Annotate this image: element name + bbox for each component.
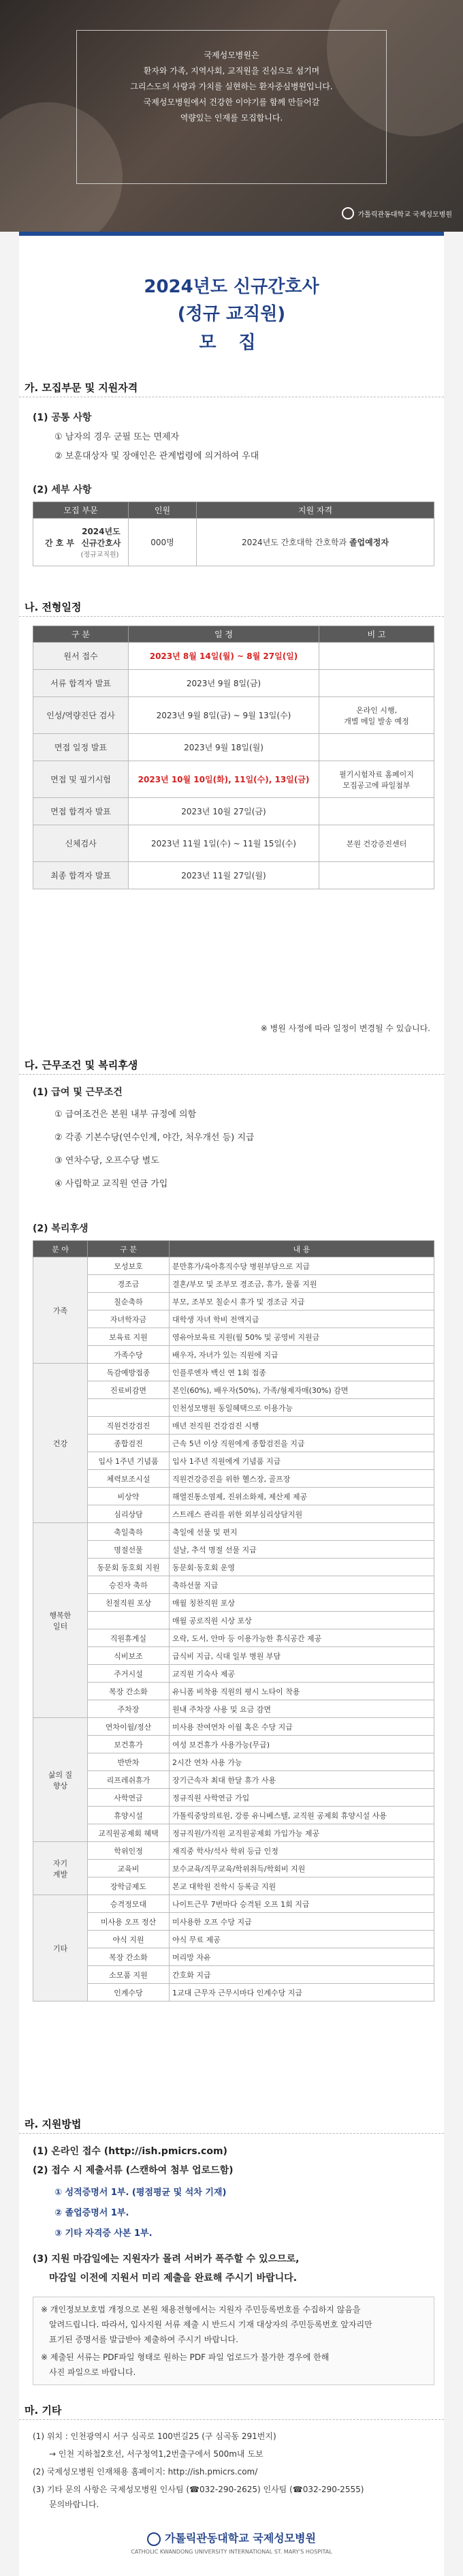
qual-b: 졸업예정자 [349, 538, 389, 547]
welfare-row [33, 1931, 434, 1948]
etc-item: → 인천 지하철2호선, 서구청역1,2번출구에서 500m내 도보 [49, 2449, 264, 2459]
welfare-kind: 반반차 [88, 1753, 170, 1771]
schedule-note: 온라인 시행, 개별 메일 발송 예정 [319, 697, 434, 734]
welfare-row [33, 1842, 434, 1860]
welfare-kind: 교직원공제회 혜택 [88, 1824, 170, 1842]
welfare-row [33, 1310, 434, 1328]
etc-item: (2) 국제성모병원 인재채용 홈페이지: http://ish.pmicrs.com/ [33, 2467, 258, 2477]
welfare-kind: 인계수당 [88, 1984, 170, 2002]
page-title-line1: 2024년도 신규간호사 [144, 277, 319, 297]
welfare-content: 장기근속자 최대 한달 휴가 사용 [170, 1771, 434, 1789]
col-dept: 모집 부문 [33, 502, 129, 519]
schedule-kind: 최종 합격자 발표 [33, 862, 129, 889]
col-date: 일 정 [129, 626, 319, 643]
welfare-content: 야식 무료 제공 [170, 1931, 434, 1948]
schedule-note [319, 862, 434, 889]
welfare-content: 직원건강증진을 위한 헬스장, 골프장 [170, 1470, 434, 1488]
welfare-row [33, 1505, 434, 1523]
welfare-kind: 주거시설 [88, 1665, 170, 1683]
welfare-row [33, 1824, 434, 1842]
pay-item: ① 급여조건은 본원 내부 규정에 의함 [54, 1109, 197, 1120]
footer-logo [19, 2530, 444, 2546]
schedule-note [319, 734, 434, 761]
welfare-content: 미사용 잔여연차 이월 혹은 수당 지급 [170, 1718, 434, 1736]
schedule-note: 필기시험자료 홈페이지 모집공고에 파일첨부 [319, 761, 434, 798]
apply-online: (1) 온라인 접수 (http://ish.pmicrs.com) [33, 2146, 227, 2157]
welfare-row [33, 1328, 434, 1346]
schedule-kind: 면접 합격자 발표 [33, 798, 129, 825]
welfare-content: 결혼/부모 및 조부모 경조금, 휴가, 물품 지원 [170, 1275, 434, 1293]
welfare-content: 정규직원/가직원 교직원공제회 가입가능 제공 [170, 1824, 434, 1842]
welfare-kind: 승격정모대 [88, 1895, 170, 1913]
welfare-row [33, 1523, 434, 1541]
schedule-note: 본원 건강증진센터 [319, 825, 434, 862]
welfare-row [33, 1399, 434, 1417]
footer-name: 가톨릭관동대학교 국제성모병원 [165, 2532, 316, 2545]
welfare-kind: 휴양시설 [88, 1807, 170, 1824]
welfare-kind [88, 1612, 170, 1629]
welfare-row [33, 1895, 434, 1913]
doc-item: ① 성적증명서 1부. (평점평균 및 석차 기재) [54, 2188, 227, 2198]
welfare-content: 급식비 지급, 식대 일부 병원 부담 [170, 1647, 434, 1665]
schedule-table [33, 626, 434, 889]
doc-item: ② 졸업증명서 1부. [54, 2208, 129, 2218]
title-bar [19, 232, 444, 236]
common-title: (1) 공통 사항 [33, 412, 92, 423]
welfare-row [33, 1275, 434, 1293]
welfare-row [33, 1683, 434, 1700]
apply-item: (2) 접수 시 제출서류 (스캔하여 첨부 업로드함) [33, 2165, 234, 2176]
welfare-row [33, 1736, 434, 1753]
welfare-kind: 심리상담 [88, 1505, 170, 1523]
welfare-row [33, 1559, 434, 1576]
document-sheet [0, 232, 463, 2576]
welfare-kind: 진료비감면 [88, 1381, 170, 1399]
field-name: 2024년도 신규간호사 [81, 527, 121, 548]
schedule-note [319, 798, 434, 825]
welfare-table [33, 1240, 434, 2002]
schedule-row [33, 761, 434, 798]
welfare-row [33, 1913, 434, 1931]
schedule-row [33, 643, 434, 670]
welfare-kind: 동문회 동호회 지원 [88, 1559, 170, 1576]
col-kind: 구 분 [33, 626, 129, 643]
welfare-kind: 교육비 [88, 1860, 170, 1877]
welfare-kind: 비상약 [88, 1488, 170, 1505]
welfare-content: 스트레스 관리를 위한 외부심리상담지원 [170, 1505, 434, 1523]
recruit-table [33, 502, 434, 566]
welfare-row [33, 1435, 434, 1452]
welfare-content: 여성 보건휴가 사용가능(무급) [170, 1736, 434, 1753]
schedule-footnote: ※ 병원 사정에 따라 일정이 변경될 수 있습니다. [260, 1024, 430, 1033]
welfare-row [33, 1470, 434, 1488]
welfare-content: 보수교육/직무교육/학위취득/학회비 지원 [170, 1860, 434, 1877]
hero-line: 국제성모병원에서 건강한 이야기를 함께 만들어갈 [143, 97, 320, 107]
schedule-row [33, 697, 434, 734]
welfare-content: 동문회·동호회 운영 [170, 1559, 434, 1576]
schedule-note [319, 670, 434, 697]
hero-line: 역량있는 인재를 모집합니다. [180, 113, 283, 123]
welfare-row [33, 1381, 434, 1399]
hero-line: 그리스도의 사랑과 가치를 실현하는 환자중심병원입니다. [130, 82, 333, 91]
welfare-area: 건강 [33, 1364, 88, 1523]
schedule-kind: 서류 합격자 발표 [33, 670, 129, 697]
privacy-note: ※ 개인정보보호법 개정으로 본원 채용전형에서는 지원자 주민등록번호를 수집하지 않음을 [41, 2305, 361, 2314]
schedule-note [319, 643, 434, 670]
privacy-note: 표기된 증명서를 발급받아 제출하여 주시기 바랍니다. [49, 2335, 238, 2344]
welfare-area: 행복한 일터 [33, 1523, 88, 1718]
welfare-kind: 경조금 [88, 1275, 170, 1293]
section-title-recruit: 가. 모집부문 및 지원자격 [25, 382, 138, 394]
welfare-row [33, 1948, 434, 1966]
privacy-note: ※ 제출된 서류는 PDF파일 형태로 원하는 PDF 파일 업로드가 불가한 경우에 한해 [41, 2352, 330, 2362]
section-title-schedule: 나. 전형일정 [25, 601, 82, 613]
welfare-content: 오락, 도서, 안마 등 이용가능한 휴식공간 제공 [170, 1629, 434, 1647]
schedule-date: 2023년 10월 27일(금) [129, 798, 319, 825]
col-content: 내 용 [170, 1241, 434, 1257]
welfare-kind: 친절직원 포상 [88, 1594, 170, 1612]
warn-line1: (3) 지원 마감일에는 지원자가 몰려 서버가 폭주할 수 있으므로, [33, 2254, 300, 2265]
col-kind: 구 분 [88, 1241, 170, 1257]
hero-banner [0, 0, 463, 232]
welfare-row [33, 1753, 434, 1771]
welfare-content: 배우자, 자녀가 있는 직원에 지급 [170, 1346, 434, 1364]
welfare-row [33, 1541, 434, 1559]
welfare-row [33, 1364, 434, 1381]
hero-line: 국제성모병원은 [204, 50, 259, 60]
welfare-content: 부모, 조부모 칠순시 휴가 및 경조금 지급 [170, 1293, 434, 1310]
schedule-row [33, 734, 434, 761]
schedule-date: 2023년 11월 27일(월) [129, 862, 319, 889]
welfare-content: 축하선물 지급 [170, 1576, 434, 1594]
welfare-content: 인플루엔자 백신 연 1회 접종 [170, 1364, 434, 1381]
schedule-date: 2023년 8월 14일(월) ~ 8월 27일(일) [129, 643, 319, 670]
welfare-kind: 소모품 지원 [88, 1966, 170, 1984]
welfare-content: 대학생 자녀 학비 전액지급 [170, 1310, 434, 1328]
welfare-kind: 축일축하 [88, 1523, 170, 1541]
welfare-content: 매월 공로직원 시상 포상 [170, 1612, 434, 1629]
welfare-content: 설날, 추석 명절 선물 지급 [170, 1541, 434, 1559]
schedule-row [33, 670, 434, 697]
section-title-benefits: 다. 근무조건 및 복리후생 [25, 1059, 138, 1071]
page-title-line3: 모 집 [199, 333, 264, 353]
count-cell: 000명 [129, 519, 197, 566]
welfare-title: (2) 복리후생 [33, 1223, 89, 1234]
welfare-row [33, 1629, 434, 1647]
schedule-date: 2023년 11월 1일(수) ~ 11월 15일(수) [129, 825, 319, 862]
welfare-area: 자기 계발 [33, 1842, 88, 1895]
welfare-row [33, 1257, 434, 1275]
welfare-content: 근속 5년 이상 직원에게 종합검진을 지급 [170, 1435, 434, 1452]
welfare-kind: 주차장 [88, 1700, 170, 1718]
schedule-row [33, 862, 434, 889]
welfare-kind: 칠순축하 [88, 1293, 170, 1310]
welfare-kind: 학위인정 [88, 1842, 170, 1860]
welfare-kind: 연차이월/정산 [88, 1718, 170, 1736]
hospital-logo-icon [342, 207, 354, 219]
schedule-row [33, 798, 434, 825]
welfare-content: 2시간 연차 사용 가능 [170, 1753, 434, 1771]
welfare-content: 재직중 학사/석사 학위 등급 인정 [170, 1842, 434, 1860]
hospital-logo-icon [147, 2532, 161, 2546]
pay-item: ④ 사립학교 교직원 연금 가입 [54, 1179, 168, 1189]
welfare-kind: 복장 간소화 [88, 1683, 170, 1700]
welfare-row [33, 1346, 434, 1364]
divider [19, 2133, 444, 2134]
welfare-area: 가족 [33, 1257, 88, 1364]
welfare-content: 머리망 자유 [170, 1948, 434, 1966]
welfare-content: 정규직원 사학연금 가입 [170, 1789, 434, 1807]
hero-logo [342, 207, 452, 219]
welfare-content: 본인(60%), 배우자(50%), 가족/형제자매(30%) 감면 [170, 1381, 434, 1399]
welfare-area: 기타 [33, 1895, 88, 2002]
section-title-apply: 라. 지원방법 [25, 2118, 82, 2130]
welfare-kind: 복장 간소화 [88, 1948, 170, 1966]
welfare-row [33, 1612, 434, 1629]
welfare-kind: 독감예방접종 [88, 1364, 170, 1381]
schedule-kind: 인성/역량진단 검사 [33, 697, 129, 734]
welfare-content: 축일에 선물 및 편지 [170, 1523, 434, 1541]
etc-item: (3) 기타 문의 사항은 국제성모병원 인사팀 (☎032-290-2625) 인사팀 (☎032-290-2555) [33, 2485, 364, 2494]
welfare-content: 매년 전직원 건강검진 시행 [170, 1417, 434, 1435]
welfare-row [33, 1293, 434, 1310]
welfare-row [33, 1789, 434, 1807]
welfare-kind: 입사 1주년 기념품 [88, 1452, 170, 1470]
welfare-content: 인천성모병원 동일혜택으로 이용가능 [170, 1399, 434, 1417]
welfare-kind: 종합검진 [88, 1435, 170, 1452]
welfare-content: 교직원 기숙사 제공 [170, 1665, 434, 1683]
col-qual: 지원 자격 [197, 502, 434, 519]
footer-sub: CATHOLIC KWANDONG UNIVERSITY INTERNATIONAL ST. MARY'S HOSPITAL [131, 2549, 332, 2555]
schedule-date: 2023년 10월 10일(화), 11일(수), 13일(금) [129, 761, 319, 798]
welfare-content: 가톨릭중앙의료원, 강릉 유니베스텔, 교직원 공제회 휴양시설 사용 [170, 1807, 434, 1824]
dept-name: 간 호 부 [45, 538, 75, 548]
welfare-row [33, 1860, 434, 1877]
common-item: ② 보훈대상자 및 장애인은 관계법령에 의거하여 우대 [54, 451, 259, 461]
welfare-row [33, 1647, 434, 1665]
welfare-content: 영유아보육료 지원(월 50% 및 공영비 지원금 [170, 1328, 434, 1346]
detail-title: (2) 세부 사항 [33, 485, 92, 495]
divider [19, 1074, 444, 1075]
schedule-date: 2023년 9월 8일(금) [129, 670, 319, 697]
warn-line2: 마감일 이전에 지원서 미리 제출을 완료해 주시기 바랍니다. [49, 2273, 298, 2284]
welfare-content: 매월 칭찬직원 포상 [170, 1594, 434, 1612]
welfare-kind: 명절선물 [88, 1541, 170, 1559]
welfare-row [33, 1488, 434, 1505]
doc-item: ③ 기타 자격증 사본 1부. [54, 2228, 153, 2239]
welfare-content: 해열진통소염제, 진위소화제, 제산제 제공 [170, 1488, 434, 1505]
welfare-content: 미사용한 오프 수당 지급 [170, 1913, 434, 1931]
welfare-row [33, 1877, 434, 1895]
col-count: 인원 [129, 502, 197, 519]
welfare-content: 분만휴가/육아휴직수당 병원부담으로 지급 [170, 1257, 434, 1275]
divider [19, 616, 444, 617]
welfare-row [33, 1966, 434, 1984]
schedule-kind: 신체검사 [33, 825, 129, 862]
welfare-content: 간호화 지급 [170, 1966, 434, 1984]
welfare-kind: 리프레쉬휴가 [88, 1771, 170, 1789]
divider [19, 2419, 444, 2420]
schedule-date: 2023년 9월 18일(월) [129, 734, 319, 761]
welfare-kind [88, 1399, 170, 1417]
common-item: ① 남자의 경우 군필 또는 면제자 [54, 432, 180, 442]
qual-cell [197, 519, 434, 566]
welfare-kind: 보육료 지원 [88, 1328, 170, 1346]
welfare-kind: 자녀학자금 [88, 1310, 170, 1328]
welfare-kind: 미사용 오프 정산 [88, 1913, 170, 1931]
welfare-content: 본교 대학원 진학시 등록금 지원 [170, 1877, 434, 1895]
welfare-kind: 모성보호 [88, 1257, 170, 1275]
welfare-content: 나이트근무 7번마다 승격된 오프 1회 지급 [170, 1895, 434, 1913]
welfare-row [33, 1665, 434, 1683]
privacy-note: 사진 파일으로 바랍니다. [49, 2367, 136, 2377]
welfare-row [33, 1807, 434, 1824]
etc-item: (1) 위치 : 인천광역시 서구 심곡로 100번길25 (구 심곡동 291번지) [33, 2432, 276, 2441]
document-paper [19, 232, 444, 2576]
welfare-row [33, 1718, 434, 1736]
welfare-kind: 식비보조 [88, 1647, 170, 1665]
pay-title: (1) 급여 및 근무조건 [33, 1087, 123, 1098]
privacy-note: 알려드립니다. 따라서, 입사지원 서류 제출 시 반드시 기재 대상자의 주민등록번호 앞자리만 [49, 2320, 372, 2329]
schedule-kind: 면접 및 필기시험 [33, 761, 129, 798]
schedule-kind: 면접 일정 발표 [33, 734, 129, 761]
welfare-kind: 직원휴게실 [88, 1629, 170, 1647]
welfare-row [33, 1576, 434, 1594]
schedule-kind: 원서 접수 [33, 643, 129, 670]
welfare-content: 유니폼 비착용 직원의 평시 노타이 착용 [170, 1683, 434, 1700]
welfare-row [33, 1771, 434, 1789]
welfare-kind: 보건휴가 [88, 1736, 170, 1753]
welfare-kind: 사학연금 [88, 1789, 170, 1807]
welfare-kind: 장학금제도 [88, 1877, 170, 1895]
welfare-kind: 체력보조시설 [88, 1470, 170, 1488]
hero-logo-text: 가톨릭관동대학교 국제성모병원 [357, 211, 452, 219]
welfare-content: 1교대 근무자 근무시마다 인계수당 지급 [170, 1984, 434, 2002]
col-area: 분 야 [33, 1241, 88, 1257]
col-note: 비 고 [319, 626, 434, 643]
welfare-row [33, 1700, 434, 1718]
welfare-kind: 야식 지원 [88, 1931, 170, 1948]
schedule-date: 2023년 9월 8일(금) ~ 9월 13일(수) [129, 697, 319, 734]
qual-a: 2024년도 간호대학 간호학과 [242, 538, 347, 547]
page-title-line2: (정규 교직원) [177, 304, 286, 324]
welfare-content: 입사 1주년 직원에게 기념품 지급 [170, 1452, 434, 1470]
dept-cell [33, 519, 129, 566]
welfare-row [33, 1594, 434, 1612]
welfare-content: 원내 주차장 사용 및 요금 감면 [170, 1700, 434, 1718]
welfare-row [33, 1452, 434, 1470]
pay-item: ③ 연차수당, 오프수당 별도 [54, 1156, 159, 1166]
schedule-row [33, 825, 434, 862]
hero-line: 환자와 가족, 지역사회, 교직원을 진심으로 섬기며 [143, 66, 320, 76]
apply-item [33, 2144, 227, 2158]
welfare-row [33, 1417, 434, 1435]
welfare-kind: 승진자 축하 [88, 1576, 170, 1594]
welfare-kind: 직원건강검진 [88, 1417, 170, 1435]
welfare-kind: 가족수당 [88, 1346, 170, 1364]
etc-item: 문의바랍니다. [49, 2500, 99, 2509]
field-sub: (정규교직원) [80, 551, 119, 559]
welfare-area: 삶의 질 향상 [33, 1718, 88, 1842]
section-title-etc: 마. 기타 [25, 2404, 62, 2417]
hero-text [0, 48, 463, 126]
pay-item: ② 각종 기본수당(연수인계, 야간, 처우개선 등) 지급 [54, 1133, 255, 1143]
welfare-row [33, 1984, 434, 2002]
